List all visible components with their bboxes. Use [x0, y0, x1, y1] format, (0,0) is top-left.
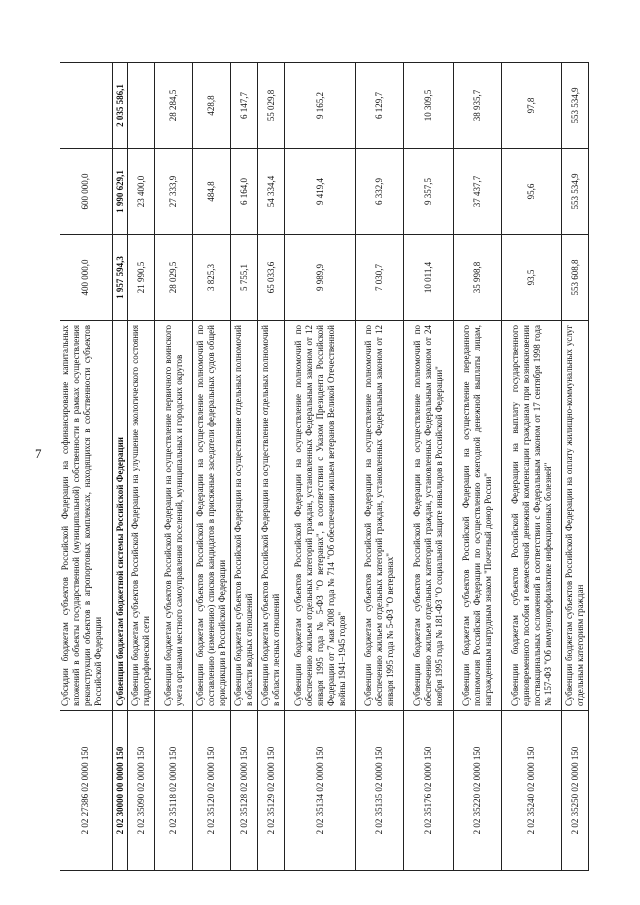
- row-description: Субвенции бюджетам субъектов Российской Федерации на осуществление отдельных полномочий в области лесных отношений: [258, 321, 285, 711]
- budget-code: 2 02 35090 02 0000 150: [128, 711, 155, 871]
- value-col-2: 6 164,0: [231, 149, 258, 235]
- budget-code: 2 02 35129 02 0000 150: [258, 711, 285, 871]
- table-row: [562, 63, 589, 871]
- value-col-2: 23 400,0: [128, 149, 155, 235]
- value-col-1: 3 825,3: [193, 235, 231, 321]
- row-description: Субсидии бюджетам субъектов Российской Федерации на софинансирование капитальных вложений в объекты государственной (муниципальной) собственности в рамках осуществления реконструкции объектов в агропортовых комплексах, находящихся в собственности субъектов Российской Федерации: [60, 321, 112, 711]
- budget-code: 2 02 35240 02 0000 150: [502, 711, 562, 871]
- value-col-2: 54 334,4: [258, 149, 285, 235]
- revenue-table: [60, 62, 589, 871]
- row-description: Субвенции бюджетам субъектов Российской Федерации на оплату жилищно-коммунальных услуг отдельным категориям граждан: [562, 321, 589, 711]
- row-description: Субвенции бюджетам субъектов Российской Федерации на осуществление первичного воинского учета органами местного самоуправления поселений, муниципальных и городских округов: [155, 321, 193, 711]
- value-col-2: 6 332,9: [356, 149, 404, 235]
- value-col-3: 55 029,8: [258, 63, 285, 149]
- value-col-3: 10 309,5: [404, 63, 454, 149]
- value-col-3: 97,8: [502, 63, 562, 149]
- budget-code: 2 02 27386 02 0000 150: [60, 711, 112, 871]
- value-col-2: 1 990 629,1: [112, 149, 128, 235]
- value-col-1: 9 989,9: [285, 235, 356, 321]
- value-col-3: 38 935,7: [454, 63, 502, 149]
- page-number: 7: [35, 446, 42, 461]
- row-description: Субвенции бюджетам субъектов Российской Федерации на выплату государственного единовременного пособия и ежемесячной денежной компенсации гражданам при возникновении поствакцинальных осложнений в соответствии с Федеральным законом от 17 сентября 1998 года № 157-ФЗ "Об иммунопрофилактике инфекционных болезней": [502, 321, 562, 711]
- value-col-3: 6 147,7: [231, 63, 258, 149]
- value-col-1: 400 000,0: [60, 235, 112, 321]
- value-col-3: [128, 63, 155, 149]
- budget-code: 2 02 35128 02 0000 150: [231, 711, 258, 871]
- value-col-3: 28 284,5: [155, 63, 193, 149]
- value-col-2: 9 419,4: [285, 149, 356, 235]
- table-row: [356, 63, 404, 871]
- value-col-1: 10 011,4: [404, 235, 454, 321]
- budget-code: 2 02 35118 02 0000 150: [155, 711, 193, 871]
- budget-code: 2 02 35120 02 0000 150: [193, 711, 231, 871]
- row-description: Субвенции бюджетам субъектов Российской Федерации на осуществление отдельных полномочий в области водных отношений: [231, 321, 258, 711]
- row-description: Субвенции бюджетам бюджетной системы Российской Федерации: [112, 321, 128, 711]
- value-col-1: 1 957 594,3: [112, 235, 128, 321]
- value-col-3: 428,8: [193, 63, 231, 149]
- table-row: [404, 63, 454, 871]
- table-row: [502, 63, 562, 871]
- budget-code: 2 02 35220 02 0000 150: [454, 711, 502, 871]
- row-description: Субвенции бюджетам субъектов Российской Федерации на улучшение экологического состояния гидрографической сети: [128, 321, 155, 711]
- table-row: [60, 63, 112, 871]
- value-col-1: 7 030,7: [356, 235, 404, 321]
- value-col-3: 6 129,7: [356, 63, 404, 149]
- value-col-2: 553 534,9: [562, 149, 589, 235]
- value-col-2: 484,8: [193, 149, 231, 235]
- row-description: Субвенции бюджетам субъектов Российской Федерации на осуществление полномочий по обеспечению жильем отдельных категорий граждан, установленных Федеральным законом от 24 ноября 1995 года № 181-ФЗ "О социальной защите инвалидов в Российской Федерации": [404, 321, 454, 711]
- table-row: [128, 63, 155, 871]
- table-row: [258, 63, 285, 871]
- table-row: [285, 63, 356, 871]
- value-col-3: 9 165,2: [285, 63, 356, 149]
- value-col-3: 553 534,9: [562, 63, 589, 149]
- rotated-page: [60, 63, 589, 871]
- budget-code: 2 02 30000 00 0000 150: [112, 711, 128, 871]
- value-col-1: 28 029,5: [155, 235, 193, 321]
- value-col-2: 600 000,0: [60, 149, 112, 235]
- value-col-2: 27 333,9: [155, 149, 193, 235]
- table-row: [454, 63, 502, 871]
- value-col-2: 9 357,5: [404, 149, 454, 235]
- row-description: Субвенции бюджетам субъектов Российской Федерации на осуществление полномочий по обеспечению жильем отдельных категорий граждан, установленных Федеральным законом от 12 января 1995 года № 5-ФЗ "О ветеранах", в соответствии с Указом Президента Российской Федерации от 7 мая 2008 года № 714 "Об обеспечении жильем ветеранов Великой Отечественной войны 1941–1945 годов": [285, 321, 356, 711]
- row-description: Субвенции бюджетам субъектов Российской Федерации на осуществление полномочий по обеспечению жильем отдельных категорий граждан, установленных Федеральным законом от 12 января 1995 года № 5-ФЗ "О ветеранах": [356, 321, 404, 711]
- value-col-2: 37 437,7: [454, 149, 502, 235]
- value-col-1: 65 033,6: [258, 235, 285, 321]
- value-col-1: 21 990,5: [128, 235, 155, 321]
- budget-code: 2 02 35134 02 0000 150: [285, 711, 356, 871]
- budget-code: 2 02 35250 02 0000 150: [562, 711, 589, 871]
- value-col-1: 553 608,8: [562, 235, 589, 321]
- table-row: [112, 63, 128, 871]
- value-col-3: 2 035 586,1: [112, 63, 128, 149]
- table-row: [155, 63, 193, 871]
- budget-code: 2 02 35135 02 0000 150: [356, 711, 404, 871]
- row-description: Субвенции бюджетам субъектов Российской Федерации на осуществление полномочий по составлению (изменению) списков кандидатов в присяжные заседатели федеральных судов общей юрисдикции в Российской Федерации: [193, 321, 231, 711]
- value-col-1: 35 998,8: [454, 235, 502, 321]
- value-col-1: 93,5: [502, 235, 562, 321]
- row-description: Субвенции бюджетам субъектов Российской Федерации на осуществление переданного полномочия Российской Федерации по осуществлению ежегодной денежной выплаты лицам, награжденным нагрудным знаком "Почетный донор России": [454, 321, 502, 711]
- value-col-3: [60, 63, 112, 149]
- table-row: [193, 63, 231, 871]
- value-col-2: 95,6: [502, 149, 562, 235]
- table-row: [231, 63, 258, 871]
- budget-code: 2 02 35176 02 0000 150: [404, 711, 454, 871]
- value-col-1: 5 755,1: [231, 235, 258, 321]
